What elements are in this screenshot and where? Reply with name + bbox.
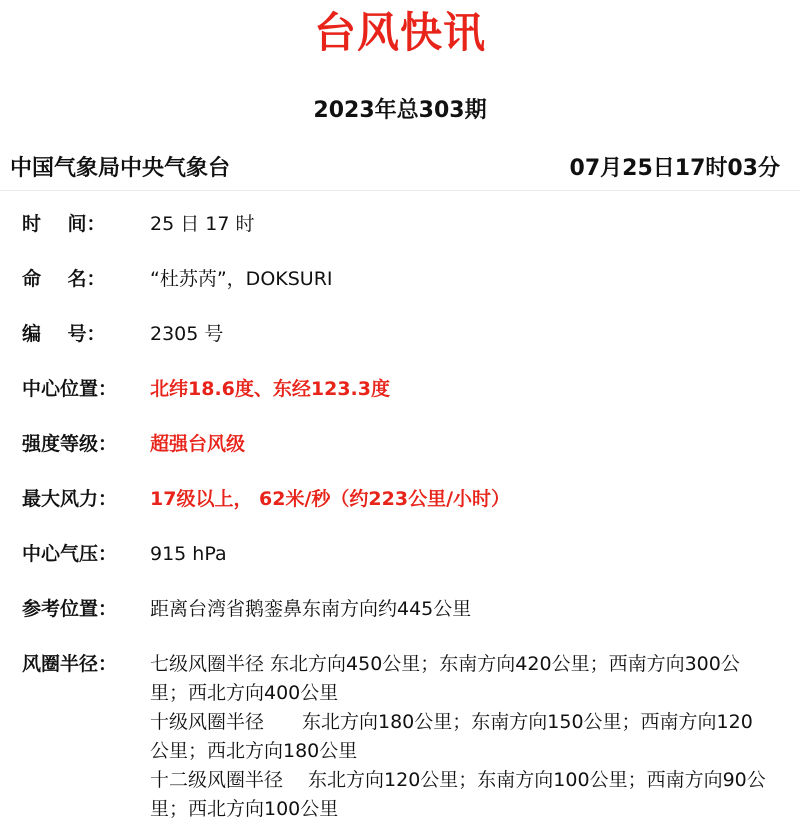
time-label: 时 间： [22, 213, 106, 235]
name-value: “杜苏芮”，DOKSURI [150, 268, 333, 290]
row-pressure [22, 540, 782, 595]
agency-name: 中国气象局中央气象台 [10, 156, 231, 181]
number-value: 2305 号 [150, 323, 224, 345]
wind-radius-level-10: 十级风圈半径 东北方向180公里；东南方向150公里；西南方向120公里；西北方向180公里 [150, 711, 753, 762]
row-wind-radius [22, 650, 782, 824]
row-center-position [22, 375, 782, 430]
time-value: 25 日 17 时 [150, 213, 255, 235]
wind-radius-level-7: 七级风圈半径 东北方向450公里；东南方向420公里；西南方向300公里；西北方向400公里 [150, 653, 740, 704]
issue-number: 2023年总303期 [313, 98, 487, 123]
row-time [22, 210, 782, 265]
bulletin-header [10, 154, 780, 184]
typhoon-info-list [22, 210, 782, 824]
center-position-value: 北纬18.6度、东经123.3度 [150, 378, 390, 400]
wind-radius-label: 风圈半径： [22, 653, 118, 675]
wind-radius-value [150, 650, 770, 824]
page-title: 台风快讯 [313, 8, 486, 57]
number-label: 编 号： [22, 323, 106, 345]
intensity-label: 强度等级： [22, 433, 118, 455]
wind-radius-level-12: 十二级风圈半径 东北方向120公里；东南方向100公里；西南方向90公里；西北方向100公里 [150, 769, 766, 820]
pressure-label: 中心气压： [22, 543, 118, 565]
reference-position-value: 距离台湾省鹅銮鼻东南方向约445公里 [150, 598, 472, 620]
intensity-value: 超强台风级 [150, 433, 246, 455]
row-number [22, 320, 782, 375]
header-divider [0, 190, 800, 191]
row-reference-position [22, 595, 782, 650]
name-label: 命 名： [22, 268, 106, 290]
pressure-value: 915 hPa [150, 543, 227, 565]
max-wind-value: 17级以上， 62米/秒（约223公里/小时） [150, 488, 511, 510]
reference-position-label: 参考位置： [22, 598, 118, 620]
center-position-label: 中心位置： [22, 378, 118, 400]
row-max-wind [22, 485, 782, 540]
row-name [22, 265, 782, 320]
max-wind-label: 最大风力： [22, 488, 118, 510]
issue-time: 07月25日17时03分 [569, 156, 780, 181]
row-intensity [22, 430, 782, 485]
